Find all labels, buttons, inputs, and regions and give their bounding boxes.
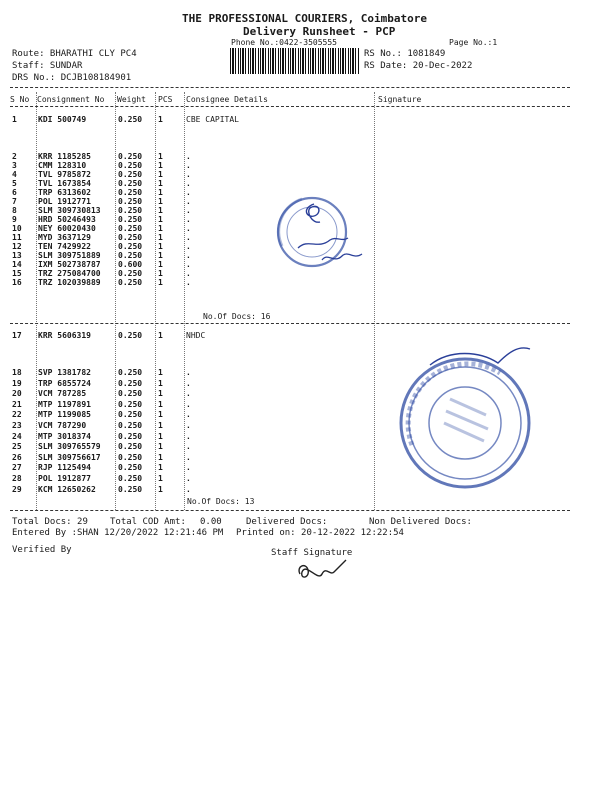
column-line <box>36 92 37 510</box>
cell-consignee: . <box>186 197 191 206</box>
cell-consignment: KCM 12650262 <box>38 484 96 494</box>
cell-sno: 28 <box>12 474 22 483</box>
cell-pcs: 1 <box>158 179 163 188</box>
consignee-name: CBE CAPITAL <box>186 115 239 124</box>
cell-sno: 16 <box>12 278 22 287</box>
cell-consignee: . <box>186 233 191 242</box>
cell-weight: 0.250 <box>118 215 143 224</box>
cell-consignee: . <box>186 463 191 473</box>
cell-weight: 0.250 <box>118 421 143 430</box>
cell-sno: 18 <box>12 368 22 377</box>
cell-weight: 0.250 <box>118 233 143 242</box>
cell-sno: 17 <box>12 331 22 340</box>
cell-consignment: SVP 1381782 <box>38 368 91 377</box>
column-line <box>115 92 116 510</box>
cell-weight: 0.250 <box>118 197 143 206</box>
col-weight: Weight <box>117 95 146 104</box>
phone-number: Phone No.:0422-3505555 <box>231 38 337 47</box>
non-delivered-docs: Non Delivered Docs: <box>369 517 472 527</box>
cell-weight: 0.250 <box>118 188 143 197</box>
cell-consignee: . <box>186 442 191 452</box>
cell-pcs: 1 <box>158 242 163 251</box>
cell-consignment: IXM 502738787 <box>38 260 101 269</box>
cell-sno: 24 <box>12 431 22 441</box>
cell-consignment: SLM 309751889 <box>38 251 101 260</box>
total-docs: Total Docs: 29 <box>12 517 88 527</box>
staff: Staff: SUNDAR <box>12 61 83 71</box>
cell-pcs: 1 <box>158 389 163 399</box>
staff-signature-label: Staff Signature <box>271 548 353 558</box>
cell-consignment: NEY 60020430 <box>38 224 96 233</box>
col-consignee: Consignee Details <box>186 95 268 104</box>
docs-count: No.Of Docs: 13 <box>187 497 255 506</box>
cell-sno: 10 <box>12 224 22 233</box>
cell-weight: 0.250 <box>118 463 143 473</box>
cell-sno: 22 <box>12 410 22 420</box>
rs-number: RS No.: 1081849 <box>364 49 446 59</box>
cell-consignment: HRD 50246493 <box>38 215 96 224</box>
col-pcs: PCS <box>158 95 173 104</box>
cell-sno: 4 <box>12 170 17 179</box>
cell-weight: 0.250 <box>118 331 143 340</box>
docs-count: No.Of Docs: 16 <box>203 312 271 321</box>
col-consignment: Consignment No <box>37 95 105 104</box>
cell-sno: 27 <box>12 463 22 473</box>
column-line <box>184 92 185 510</box>
entered-by: Entered By :SHAN 12/20/2022 12:21:46 PM <box>12 528 224 538</box>
divider <box>10 106 570 107</box>
cell-pcs: 1 <box>158 206 163 215</box>
cell-consignment: TRZ 102039889 <box>38 278 101 287</box>
cell-consignee: . <box>186 269 191 278</box>
cell-weight: 0.250 <box>118 452 143 462</box>
cell-weight: 0.250 <box>118 368 143 377</box>
cell-consignee: . <box>186 278 191 287</box>
cell-consignee: . <box>186 206 191 215</box>
cell-sno: 9 <box>12 215 17 224</box>
cell-pcs: 1 <box>158 378 163 388</box>
cell-consignee: . <box>186 170 191 179</box>
cell-consignment: RJP 1125494 <box>38 463 91 473</box>
cell-consignment: KRR 5606319 <box>38 331 91 340</box>
cell-sno: 23 <box>12 421 22 430</box>
cell-weight: 0.250 <box>118 115 143 124</box>
cell-sno: 20 <box>12 389 22 399</box>
cell-sno: 21 <box>12 399 22 409</box>
cell-pcs: 1 <box>158 233 163 242</box>
cell-weight: 0.250 <box>118 170 143 179</box>
cell-sno: 13 <box>12 251 22 260</box>
cell-sno: 1 <box>12 115 17 124</box>
cell-pcs: 1 <box>158 421 163 430</box>
cell-sno: 6 <box>12 188 17 197</box>
cell-weight: 0.250 <box>118 378 143 388</box>
cell-consignment: POL 1912771 <box>38 197 91 206</box>
cell-sno: 5 <box>12 179 17 188</box>
cell-consignee: . <box>186 161 191 170</box>
cell-weight: 0.250 <box>118 152 143 161</box>
cell-consignee: . <box>186 484 191 494</box>
cell-consignment: VCM 787285 <box>38 389 87 399</box>
cell-pcs: 1 <box>158 484 163 494</box>
stamp-development-corporation <box>390 345 540 495</box>
cell-sno: 15 <box>12 269 22 278</box>
rs-date: RS Date: 20-Dec-2022 <box>364 61 473 71</box>
cell-weight: 0.250 <box>118 431 143 441</box>
cell-pcs: 1 <box>158 474 163 483</box>
cell-consignment: CMM 128310 <box>38 161 87 170</box>
cell-consignee: . <box>186 474 191 483</box>
cell-consignee: . <box>186 179 191 188</box>
printed-on: Printed on: 20-12-2022 12:22:54 <box>236 528 404 538</box>
cell-consignee: . <box>186 410 191 420</box>
cell-sno: 19 <box>12 378 22 388</box>
cell-consignment: MYD 3637129 <box>38 233 91 242</box>
company-name: THE PROFESSIONAL COURIERS, Coimbatore <box>182 12 428 25</box>
cell-consignment: TRP 6313602 <box>38 188 91 197</box>
cell-consignment: MTP 1197891 <box>38 399 91 409</box>
document-title: Delivery Runsheet - PCP <box>243 25 396 38</box>
cell-weight: 0.250 <box>118 399 143 409</box>
col-sno: S No <box>10 95 30 104</box>
cell-pcs: 1 <box>158 269 163 278</box>
cell-sno: 25 <box>12 442 22 452</box>
cell-consignment: POL 1912877 <box>38 474 91 483</box>
column-line <box>155 92 156 510</box>
cell-consignee: . <box>186 215 191 224</box>
cell-consignee: . <box>186 152 191 161</box>
cell-weight: 0.250 <box>118 269 143 278</box>
cell-consignee: . <box>186 421 191 430</box>
cell-sno: 11 <box>12 233 22 242</box>
cell-weight: 0.250 <box>118 251 143 260</box>
cell-consignee: . <box>186 452 191 462</box>
cell-consignee: . <box>186 378 191 388</box>
cell-weight: 0.250 <box>118 242 143 251</box>
cell-consignment: TRP 6855724 <box>38 378 91 388</box>
cell-weight: 0.250 <box>118 206 143 215</box>
col-signature: Signature <box>378 95 422 104</box>
cell-weight: 0.600 <box>118 260 143 269</box>
cell-consignment: TVL 9785872 <box>38 170 91 179</box>
cell-pcs: 1 <box>158 452 163 462</box>
cell-weight: 0.250 <box>118 389 143 399</box>
cell-weight: 0.250 <box>118 410 143 420</box>
cell-sno: 2 <box>12 152 17 161</box>
cell-weight: 0.250 <box>118 179 143 188</box>
cell-consignee: . <box>186 251 191 260</box>
cell-pcs: 1 <box>158 331 163 340</box>
cell-sno: 12 <box>12 242 22 251</box>
cell-pcs: 1 <box>158 410 163 420</box>
staff-signature <box>294 556 354 586</box>
cell-consignment: SLM 309765579 <box>38 442 101 452</box>
cell-sno: 7 <box>12 197 17 206</box>
cell-consignment: TEN 7429922 <box>38 242 91 251</box>
cell-pcs: 1 <box>158 115 163 124</box>
cell-pcs: 1 <box>158 463 163 473</box>
total-cod-value: 0.00 <box>200 517 222 527</box>
cell-pcs: 1 <box>158 161 163 170</box>
cell-consignment: TVL 1673854 <box>38 179 91 188</box>
cell-pcs: 1 <box>158 399 163 409</box>
cell-pcs: 1 <box>158 260 163 269</box>
cell-pcs: 1 <box>158 442 163 452</box>
cell-weight: 0.250 <box>118 161 143 170</box>
divider <box>10 510 570 511</box>
cell-pcs: 1 <box>158 278 163 287</box>
barcode <box>230 48 360 74</box>
cell-pcs: 1 <box>158 224 163 233</box>
cell-weight: 0.250 <box>118 278 143 287</box>
drs-number: DRS No.: DCJB108184901 <box>12 73 132 83</box>
cell-sno: 26 <box>12 452 22 462</box>
cell-consignment: TRZ 275084700 <box>38 269 101 278</box>
cell-weight: 0.250 <box>118 474 143 483</box>
cell-pcs: 1 <box>158 431 163 441</box>
cell-weight: 0.250 <box>118 442 143 452</box>
cell-weight: 0.250 <box>118 484 143 494</box>
cell-consignment: SLM 309730813 <box>38 206 101 215</box>
cell-pcs: 1 <box>158 197 163 206</box>
cell-pcs: 1 <box>158 188 163 197</box>
cell-consignee: . <box>186 188 191 197</box>
cell-consignee: . <box>186 389 191 399</box>
cell-pcs: 1 <box>158 251 163 260</box>
cell-consignee: . <box>186 368 191 377</box>
page-number: Page No.:1 <box>449 38 498 47</box>
cell-consignment: KRR 1185285 <box>38 152 91 161</box>
cell-consignee: . <box>186 242 191 251</box>
cell-consignee: . <box>186 431 191 441</box>
cell-consignment: VCM 787290 <box>38 421 87 430</box>
cell-consignee: . <box>186 260 191 269</box>
cell-consignment: MTP 1199085 <box>38 410 91 420</box>
consignee-name: NHDC <box>186 331 206 340</box>
cell-consignment: SLM 309756617 <box>38 452 101 462</box>
cell-pcs: 1 <box>158 170 163 179</box>
cell-sno: 14 <box>12 260 22 269</box>
delivered-docs: Delivered Docs: <box>246 517 328 527</box>
verified-by: Verified By <box>12 545 72 555</box>
column-line <box>374 92 375 510</box>
cell-consignment: KDI 500749 <box>38 115 87 124</box>
cell-pcs: 1 <box>158 152 163 161</box>
divider <box>10 323 570 324</box>
route: Route: BHARATHI CLY PC4 <box>12 49 137 59</box>
cell-consignee: . <box>186 224 191 233</box>
cell-sno: 3 <box>12 161 17 170</box>
total-cod-label: Total COD Amt: <box>110 517 186 527</box>
divider <box>10 87 570 88</box>
cell-weight: 0.250 <box>118 224 143 233</box>
stamp-coimbatore-capital <box>262 190 372 280</box>
cell-sno: 8 <box>12 206 17 215</box>
cell-pcs: 1 <box>158 368 163 377</box>
cell-consignee: . <box>186 399 191 409</box>
cell-consignment: MTP 3018374 <box>38 431 91 441</box>
cell-sno: 29 <box>12 484 22 494</box>
cell-pcs: 1 <box>158 215 163 224</box>
